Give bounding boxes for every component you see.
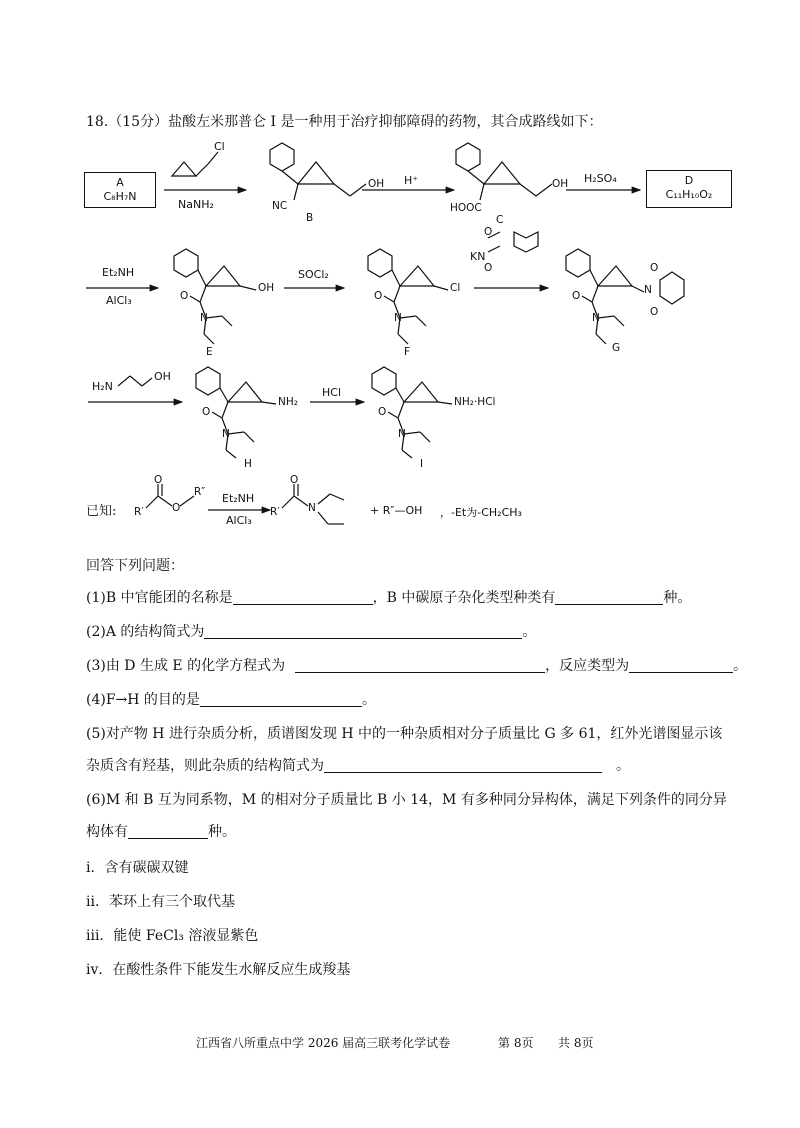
question-3: (3)由 D 生成 E 的化学方程式为 ，反应类型为 。 — [86, 658, 748, 674]
reagent-h2n: H₂N — [92, 380, 113, 393]
box-a-label: A — [116, 176, 124, 189]
reagent-nanh2: NaNH₂ — [178, 198, 214, 211]
box-a — [84, 172, 156, 208]
structure-g — [566, 249, 684, 344]
label-g-imide-o-bottom: O — [650, 306, 659, 318]
label-b: B — [306, 212, 314, 224]
question-5-line2: 杂质含有羟基，则此杂质的结构简式为 。 — [86, 758, 630, 774]
label-nh2-hcl: NH₂·HCl — [454, 396, 496, 408]
label-h-n: N — [222, 428, 230, 440]
reagent-kn: KN — [470, 250, 486, 263]
label-g-imide-o-top: O — [650, 262, 659, 274]
label-f-cl: Cl — [450, 282, 461, 294]
label-f: F — [404, 346, 411, 358]
question-1: (1)B 中官能团的名称是 ，B 中碳原子杂化类型种类有 种。 — [86, 590, 692, 606]
label-nh2: NH₂ — [278, 396, 298, 408]
known-title: 已知: — [86, 504, 117, 519]
answer-blank-3a[interactable] — [295, 657, 545, 673]
reagent-ethanolamine-oh: OH — [154, 370, 171, 383]
question-6-line1: (6)M 和 B 互为同系物，M 的相对分子质量比 B 小 14，M 有多种同分异构体，满足下列条件的同分异 — [86, 792, 727, 808]
question-6-line2: 构体有 种。 — [86, 824, 236, 840]
label-h: H — [244, 458, 252, 470]
label-g-n: N — [592, 312, 600, 324]
known-et-note: ，-Et为-CH₂CH₃ — [440, 506, 522, 519]
label-f-o: O — [374, 290, 383, 302]
ethanolamine-structure — [118, 376, 152, 386]
known-r2: R″ — [194, 486, 206, 498]
footer-school: 江西省八所重点中学 2026 届高三联考化学试卷 — [196, 1036, 451, 1050]
potassium-phthalimide-structure — [488, 232, 538, 252]
box-d — [646, 170, 732, 208]
answer-blank-1a[interactable] — [233, 589, 373, 605]
answer-blank-1b[interactable] — [555, 589, 663, 605]
answer-blank-5[interactable] — [324, 757, 602, 773]
label-e-o: O — [180, 290, 189, 302]
condition-2: ii．苯环上有三个取代基 — [86, 894, 235, 910]
known-ester-o: O — [172, 502, 181, 514]
known-byproduct: + R″—OH — [370, 504, 423, 517]
label-b-oh: OH — [368, 178, 385, 190]
label-e-oh: OH — [258, 282, 275, 294]
known-product-r1: R′ — [270, 506, 280, 518]
box-d-formula: C₁₁H₁₀O₂ — [665, 188, 713, 201]
footer-page: 第 8页 — [498, 1036, 534, 1050]
reagent-h2so4: H₂SO₄ — [584, 172, 617, 185]
answer-blank-6[interactable] — [128, 823, 208, 839]
footer-total: 共 8页 — [558, 1036, 594, 1050]
structure-c — [456, 143, 552, 200]
reagent-et2nh: Et₂NH — [102, 266, 135, 279]
question-5-line1: (5)对产物 H 进行杂质分析，质谱图发现 H 中的一种杂质相对分子质量比 G 多 61，红外光谱图显示该 — [86, 726, 723, 742]
label-g-imide-n: N — [644, 284, 652, 296]
phthalimide-o-top: O — [484, 226, 493, 238]
answer-blank-4[interactable] — [200, 691, 362, 707]
reagent-alcl3: AlCl₃ — [106, 294, 132, 307]
known-reagent-bottom: AlCl₃ — [226, 514, 252, 527]
label-i-o: O — [378, 406, 387, 418]
answer-blank-2[interactable] — [204, 623, 522, 639]
reagent-h-plus: H⁺ — [404, 174, 419, 187]
known-reagent-top: Et₂NH — [222, 492, 255, 505]
structure-b — [270, 143, 366, 200]
box-d-label: D — [684, 174, 694, 187]
reagent-socl2: SOCl₂ — [298, 268, 329, 281]
label-i-n: N — [398, 428, 406, 440]
label-h-o: O — [202, 406, 211, 418]
phthalimide-o-bottom: O — [484, 262, 493, 274]
known-product-n: N — [308, 502, 316, 514]
question-intro: 18.（15分）盐酸左米那普仑 I 是一种用于治疗抑郁障碍的药物，其合成路线如下： — [86, 114, 603, 130]
label-g-o: O — [572, 290, 581, 302]
label-nc: NC — [272, 200, 288, 212]
label-e: E — [206, 346, 213, 358]
answer-blank-3b[interactable] — [629, 657, 733, 673]
epichlorohydrin-structure — [172, 152, 218, 176]
known-product-o: O — [290, 474, 299, 486]
known-ester-o-double: O — [154, 474, 163, 486]
box-a-formula: C₈H₇N — [103, 190, 137, 203]
answers-heading: 回答下列问题： — [86, 558, 184, 574]
question-2: (2)A 的结构简式为 。 — [86, 624, 537, 640]
epichlorohydrin-cl: Cl — [214, 140, 225, 153]
condition-4: iv．在酸性条件下能发生水解反应生成羧基 — [86, 962, 351, 978]
reagent-hcl: HCl — [322, 386, 342, 399]
condition-3: iii．能使 FeCl₃ 溶液显紫色 — [86, 928, 259, 944]
known-r1: R′ — [134, 506, 144, 518]
condition-1: i．含有碳碳双键 — [86, 860, 189, 876]
question-4: (4)F→H 的目的是 。 — [86, 692, 376, 708]
label-i: I — [420, 458, 424, 470]
label-e-n: N — [200, 312, 208, 324]
label-c-oh: OH — [552, 178, 569, 190]
label-hooc: HOOC — [450, 202, 482, 214]
label-g: G — [612, 342, 621, 354]
label-c: C — [496, 214, 504, 226]
label-f-n: N — [394, 312, 402, 324]
